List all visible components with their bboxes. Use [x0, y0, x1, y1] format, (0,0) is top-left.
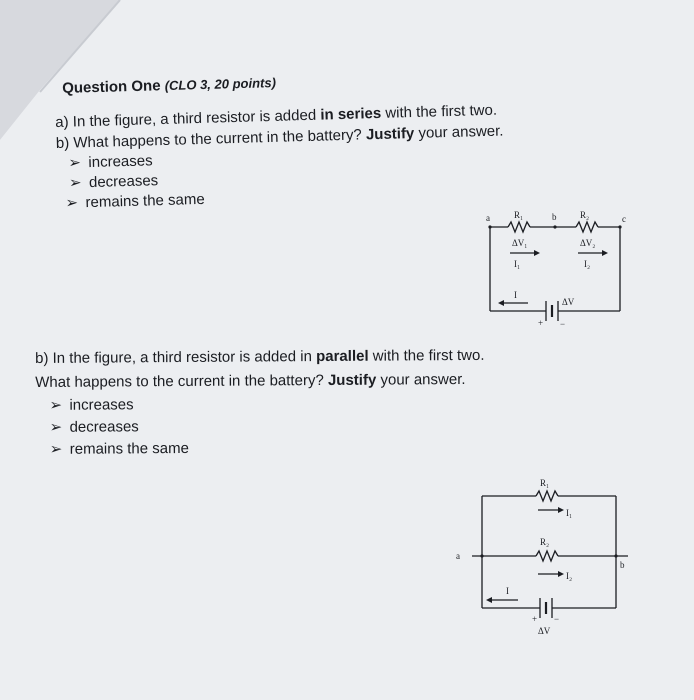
- part-a-line2-bold: Justify: [365, 124, 415, 144]
- series-minus-label: −: [560, 319, 566, 329]
- series-dv2-label: ΔV₂: [580, 238, 596, 248]
- parallel-dv-label: ΔV: [538, 626, 551, 636]
- part-a-line2-prefix: b) What happens to the current in the battery?: [55, 126, 367, 152]
- parallel-r2-label: R₂: [540, 537, 550, 547]
- series-i-label: I: [514, 290, 517, 300]
- part-b-line2-bold: Justify: [327, 371, 377, 389]
- question-points: (CLO 3, 20 points): [164, 75, 277, 94]
- series-i2-label: I₂: [584, 259, 591, 269]
- parallel-r1-label: R₁: [540, 478, 550, 488]
- series-dv1-label: ΔV₁: [512, 238, 528, 248]
- parallel-i-label: I: [506, 586, 509, 596]
- part-b-block: [35, 344, 485, 461]
- part-a-line1-bold: in series: [320, 104, 382, 124]
- parallel-minus-label: −: [554, 614, 560, 624]
- part-b-option-decreases: [35, 414, 485, 439]
- series-node-b: b: [552, 212, 557, 222]
- part-a-block: [55, 99, 505, 213]
- part-a-line1-suffix: with the first two.: [380, 101, 498, 122]
- series-circuit-diagram: [480, 205, 630, 330]
- part-b-line1-bold: parallel: [315, 347, 369, 366]
- part-b-line2: [35, 368, 485, 395]
- option-label: increases: [69, 396, 134, 414]
- series-r1-label: R₁: [514, 210, 524, 220]
- part-b-line1-prefix: b) In the figure, a third resistor is added in: [35, 348, 317, 367]
- part-b-line2-prefix: What happens to the current in the battery?: [35, 371, 328, 391]
- option-label: decreases: [69, 418, 139, 436]
- option-label: remains the same: [69, 439, 189, 458]
- series-plus-label: +: [538, 318, 544, 328]
- question-title-text: Question One: [62, 77, 161, 97]
- part-a-line2-suffix: your answer.: [414, 122, 504, 142]
- arrow-bullet-icon: ➢: [65, 194, 79, 212]
- series-r2-label: R₂: [580, 210, 590, 220]
- part-b-line2-suffix: your answer.: [376, 370, 466, 389]
- part-b-option-increases: [35, 392, 485, 417]
- arrow-bullet-icon: ➢: [68, 154, 82, 172]
- arrow-bullet-icon: ➢: [49, 418, 63, 436]
- parallel-i2-label: I₂: [566, 571, 573, 581]
- option-label: remains the same: [85, 190, 205, 212]
- series-i1-label: I₁: [514, 259, 521, 269]
- part-b-option-same: [36, 436, 486, 461]
- series-dv-label: ΔV: [562, 297, 575, 307]
- option-label: decreases: [88, 172, 159, 192]
- series-node-a: a: [486, 213, 490, 223]
- arrow-bullet-icon: ➢: [68, 174, 82, 192]
- part-b-line1-suffix: with the first two.: [368, 346, 485, 365]
- arrow-bullet-icon: ➢: [49, 440, 63, 458]
- part-a-line1-prefix: a) In the figure, a third resistor is added: [55, 106, 321, 131]
- parallel-plus-label: +: [532, 614, 538, 624]
- option-label: increases: [88, 152, 153, 172]
- parallel-circuit-diagram: [452, 472, 632, 642]
- parallel-i1-label: I₁: [566, 508, 573, 518]
- part-b-line1: [35, 344, 485, 371]
- parallel-node-b: b: [620, 560, 625, 570]
- series-node-c: c: [622, 214, 626, 224]
- parallel-node-a: a: [456, 551, 460, 561]
- arrow-bullet-icon: ➢: [49, 396, 63, 414]
